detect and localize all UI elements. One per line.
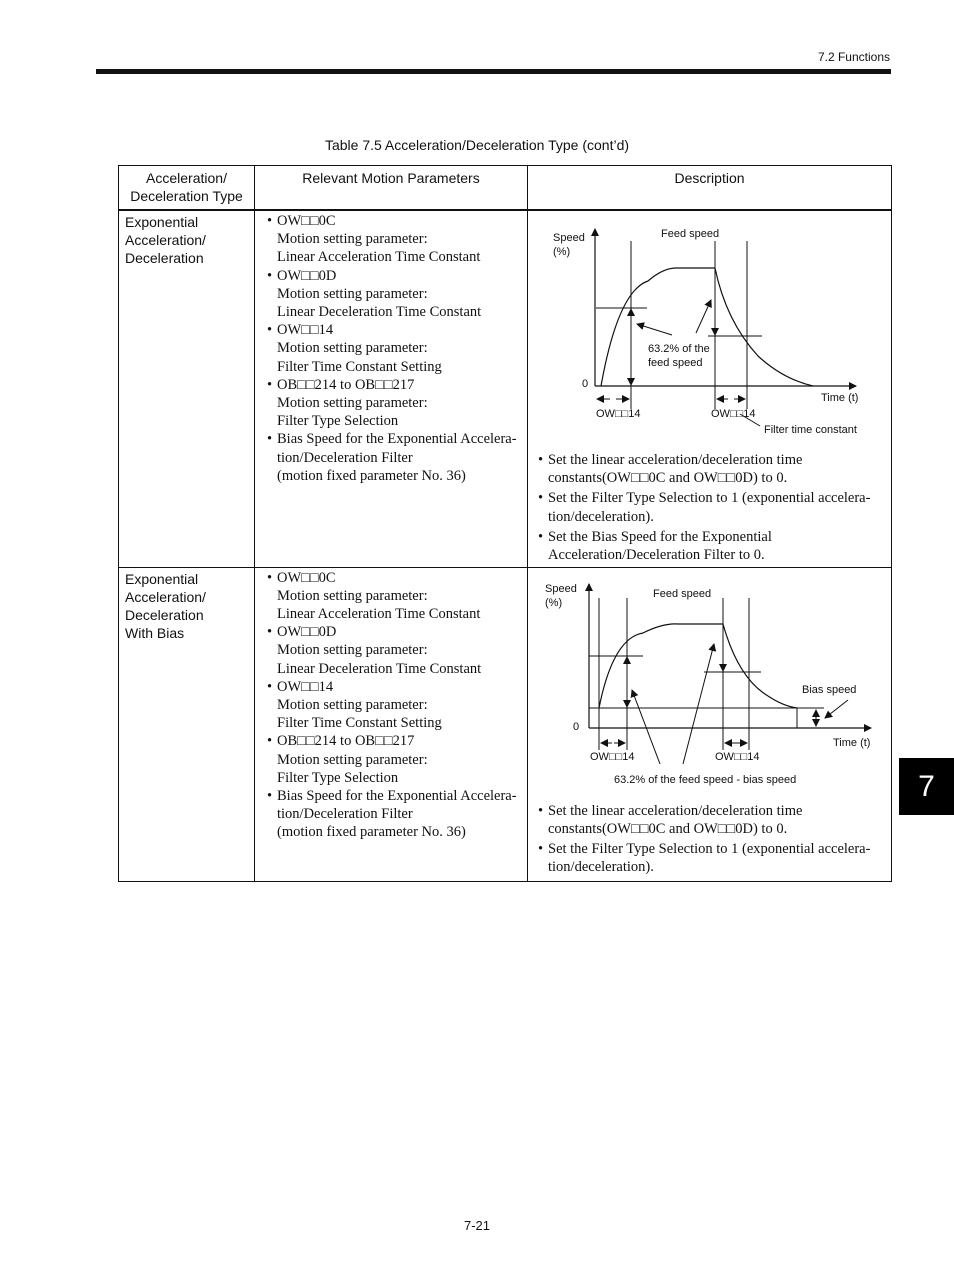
note-item: • Set the Filter Type Selection to 1 (exponential accelera-tion/deceleration).	[538, 489, 891, 525]
note-item: • Set the linear acceleration/deceleration time constants(OW□□0C and OW□□0D) to 0.	[538, 802, 891, 838]
annotation-label: 63.2% of the	[648, 343, 710, 355]
annotation-arrow	[637, 324, 672, 335]
filter-label: Filter time constant	[764, 424, 857, 436]
feed-speed-label: Feed speed	[653, 587, 712, 600]
param-item: • OW□□0D Motion setting parameter: Linear Deceleration Time Constant	[267, 267, 527, 322]
description-cell	[528, 210, 892, 567]
type-line: Deceleration	[125, 606, 204, 623]
note-list	[528, 451, 891, 564]
exponential-graph	[528, 211, 890, 451]
column-header-type: Acceleration/ Deceleration Type	[119, 166, 255, 211]
table-row	[119, 567, 892, 881]
type-cell	[119, 567, 255, 881]
param-item: • OW□□0D Motion setting parameter: Linear Deceleration Time Constant	[267, 623, 527, 678]
table-row	[119, 210, 892, 567]
column-header-params: Relevant Motion Parameters	[255, 166, 528, 211]
params-cell	[255, 567, 528, 881]
param-item: • OW□□14 Motion setting parameter: Filter Time Constant Setting	[267, 678, 527, 733]
type-line: Exponential	[125, 214, 199, 230]
feed-speed-label: Feed speed	[661, 228, 720, 240]
speed-curve	[601, 268, 813, 386]
page-number: 7-21	[463, 1218, 491, 1233]
speed-label: Speed	[553, 232, 585, 244]
column-header-description: Description	[528, 166, 892, 211]
section-header: 7.2 Functions	[817, 50, 890, 64]
exponential-bias-graph	[528, 568, 890, 802]
annotation-label: 63.2% of the feed speed - bias speed	[614, 773, 797, 786]
zero-label: 0	[573, 720, 580, 733]
note-item: • Set the linear acceleration/deceleration time constants(OW□□0C and OW□□0D) to 0.	[538, 451, 891, 487]
description-cell	[528, 567, 892, 881]
note-item: • Set the Filter Type Selection to 1 (exponential accelera-tion/deceleration).	[538, 840, 891, 876]
speed-curve	[599, 623, 797, 707]
type-line: Acceleration/	[125, 232, 206, 248]
speed-unit: (%)	[545, 596, 563, 609]
chapter-tab: 7	[899, 758, 954, 815]
param-item: • OW□□0C Motion setting parameter: Linear Acceleration Time Constant	[267, 569, 527, 624]
zero-label: 0	[582, 378, 589, 390]
ow14-label: OW□□14	[715, 750, 760, 763]
param-item: • Bias Speed for the Exponential Accelera- tion/Deceleration Filter (motion fixed parameter No. 36)	[267, 430, 527, 485]
speed-unit: (%)	[553, 246, 571, 258]
annotation-arrow	[825, 700, 848, 718]
params-cell	[255, 210, 528, 567]
table-caption: Table 7.5 Acceleration/Deceleration Type (cont’d)	[324, 137, 630, 153]
param-item: • OW□□0C Motion setting parameter: Linear Acceleration Time Constant	[267, 212, 527, 267]
annotation-label: feed speed	[648, 357, 703, 369]
annotation-arrow	[632, 690, 660, 764]
param-item: • Bias Speed for the Exponential Accelera- tion/Deceleration Filter (motion fixed parameter No. 36)	[267, 787, 527, 842]
ow14-label: OW□□14	[596, 408, 641, 420]
ow14-label: OW□□14	[590, 750, 635, 763]
param-list	[255, 569, 527, 842]
type-line: With Bias	[125, 624, 185, 641]
type-cell	[119, 210, 255, 567]
annotation-arrow	[683, 644, 714, 764]
ow14-label: OW□□14	[711, 408, 756, 420]
param-item: • OW□□14 Motion setting parameter: Filter Time Constant Setting	[267, 321, 527, 376]
type-line: Deceleration	[125, 250, 204, 266]
time-label: Time (t)	[821, 392, 859, 404]
param-list	[255, 212, 527, 485]
type-line: Exponential	[125, 570, 199, 587]
note-item: • Set the Bias Speed for the Exponential Acceleration/Deceleration Filter to 0.	[538, 528, 891, 564]
type-line: Acceleration/	[125, 588, 206, 605]
note-list	[528, 802, 891, 877]
table-header-row	[119, 166, 892, 211]
annotation-arrow	[696, 300, 711, 333]
bias-speed-label: Bias speed	[802, 683, 857, 696]
param-item: • OB□□214 to OB□□217 Motion setting parameter: Filter Type Selection	[267, 732, 527, 787]
speed-label: Speed	[545, 582, 577, 595]
header-rule	[96, 69, 891, 74]
param-item: • OB□□214 to OB□□217 Motion setting parameter: Filter Type Selection	[267, 376, 527, 431]
parameters-table	[118, 165, 892, 882]
time-label: Time (t)	[833, 736, 871, 749]
